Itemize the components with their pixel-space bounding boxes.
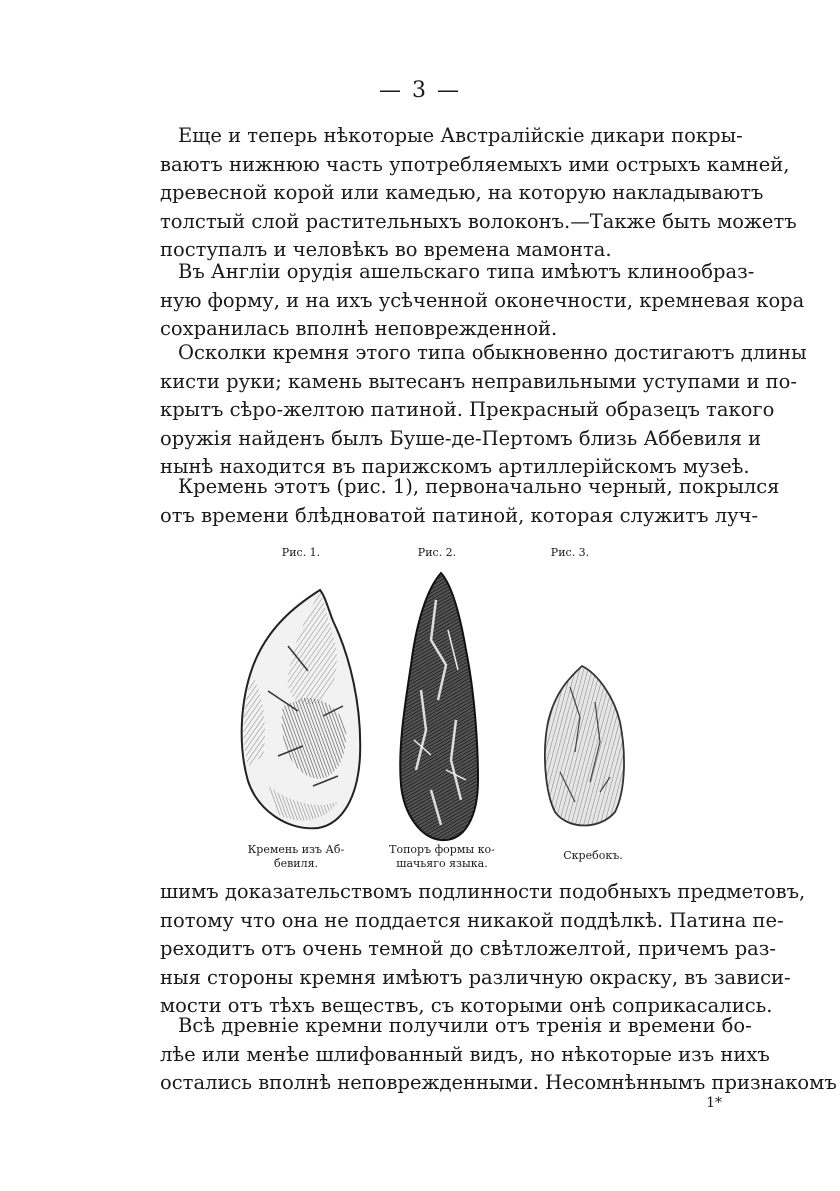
text-line: кисти руки; камень вытесанъ неправильными уступами и по-	[160, 369, 797, 393]
signature-mark: 1*	[706, 1095, 722, 1111]
flint-handaxe-illustration	[228, 586, 368, 836]
page-number: — 3 —	[379, 78, 461, 103]
text-line: ную форму, и на ихъ усѣченной оконечности, кремневая кора	[160, 288, 805, 312]
text-line: реходитъ отъ очень темной до свѣтложелтой, причемъ раз-	[160, 937, 777, 960]
cats-tongue-axe-illustration	[386, 570, 486, 845]
text-line: древесной корой или камедью, на которую накладываютъ	[160, 181, 764, 204]
text-line: отъ времени блѣдноватой патиной, которая служитъ луч-	[160, 503, 759, 527]
text-line: Кремень этотъ (рис. 1), первоначально черный, покрылся	[178, 475, 780, 498]
caption-line: бевиля.	[273, 857, 319, 870]
fig1-label: Рис. 1.	[281, 546, 321, 559]
text-line: Всѣ древніе кремни получили отъ тренія и времени бо-	[178, 1014, 752, 1037]
caption-line: шачьяго языка.	[396, 857, 488, 870]
text-line: сохранилась вполнѣ неповрежденной.	[160, 317, 558, 340]
text-line: ваютъ нижнюю часть употребляемыхъ ими острыхъ камней,	[160, 152, 790, 176]
text-line: мости отъ тѣхъ веществъ, съ которыми онѣ соприкасались.	[160, 994, 773, 1017]
paragraph-6	[160, 1012, 837, 1098]
paragraph-1	[160, 122, 797, 265]
text-line: шимъ доказательствомъ подлинности подобныхъ предметовъ,	[160, 880, 806, 903]
caption-line: Топоръ формы ко-	[389, 843, 495, 856]
paragraph-2	[160, 258, 805, 344]
fig3-caption	[538, 849, 648, 863]
text-line: потому что она не поддается никакой поддѣлкѣ. Патина пе-	[160, 908, 784, 932]
paragraph-5	[160, 878, 806, 1021]
text-line: Еще и теперь нѣкоторые Австралійскіе дикари покры-	[178, 124, 743, 147]
fig2-caption	[382, 843, 502, 871]
scraper-illustration	[540, 662, 630, 832]
caption-line: Скребокъ.	[563, 849, 623, 862]
text-line: Осколки кремня этого типа обыкновенно достигаютъ длины	[178, 341, 807, 364]
paragraph-3	[160, 339, 807, 482]
caption-line: Кремень изъ Аб-	[247, 843, 345, 856]
text-line: лѣе или менѣе шлифованный видъ, но нѣкоторые изъ нихъ	[160, 1042, 770, 1066]
fig3-label: Рис. 3.	[550, 546, 590, 559]
text-line: оружія найденъ былъ Буше-де-Пертомъ близь Аббевиля и	[160, 426, 762, 450]
text-line: ныя стороны кремня имѣютъ различную окраску, въ зависи-	[160, 965, 791, 989]
text-line: поступалъ и человѣкъ во времена мамонта.	[160, 238, 612, 261]
paragraph-4	[160, 473, 780, 530]
text-line: нынѣ находится въ парижскомъ артиллерійскомъ музеѣ.	[160, 455, 750, 478]
text-line: крытъ сѣро-желтою патиной. Прекрасный образецъ такого	[160, 398, 775, 421]
text-line: толстый слой растительныхъ волоконъ.—Также быть можетъ	[160, 209, 797, 233]
text-line: Въ Англіи орудія ашельскаго типа имѣютъ клинообраз-	[178, 260, 755, 283]
text-line: остались вполнѣ неповрежденными. Несомнѣннымъ признакомъ	[160, 1071, 837, 1094]
fig1-caption	[244, 843, 348, 871]
fig2-label: Рис. 2.	[417, 546, 457, 559]
